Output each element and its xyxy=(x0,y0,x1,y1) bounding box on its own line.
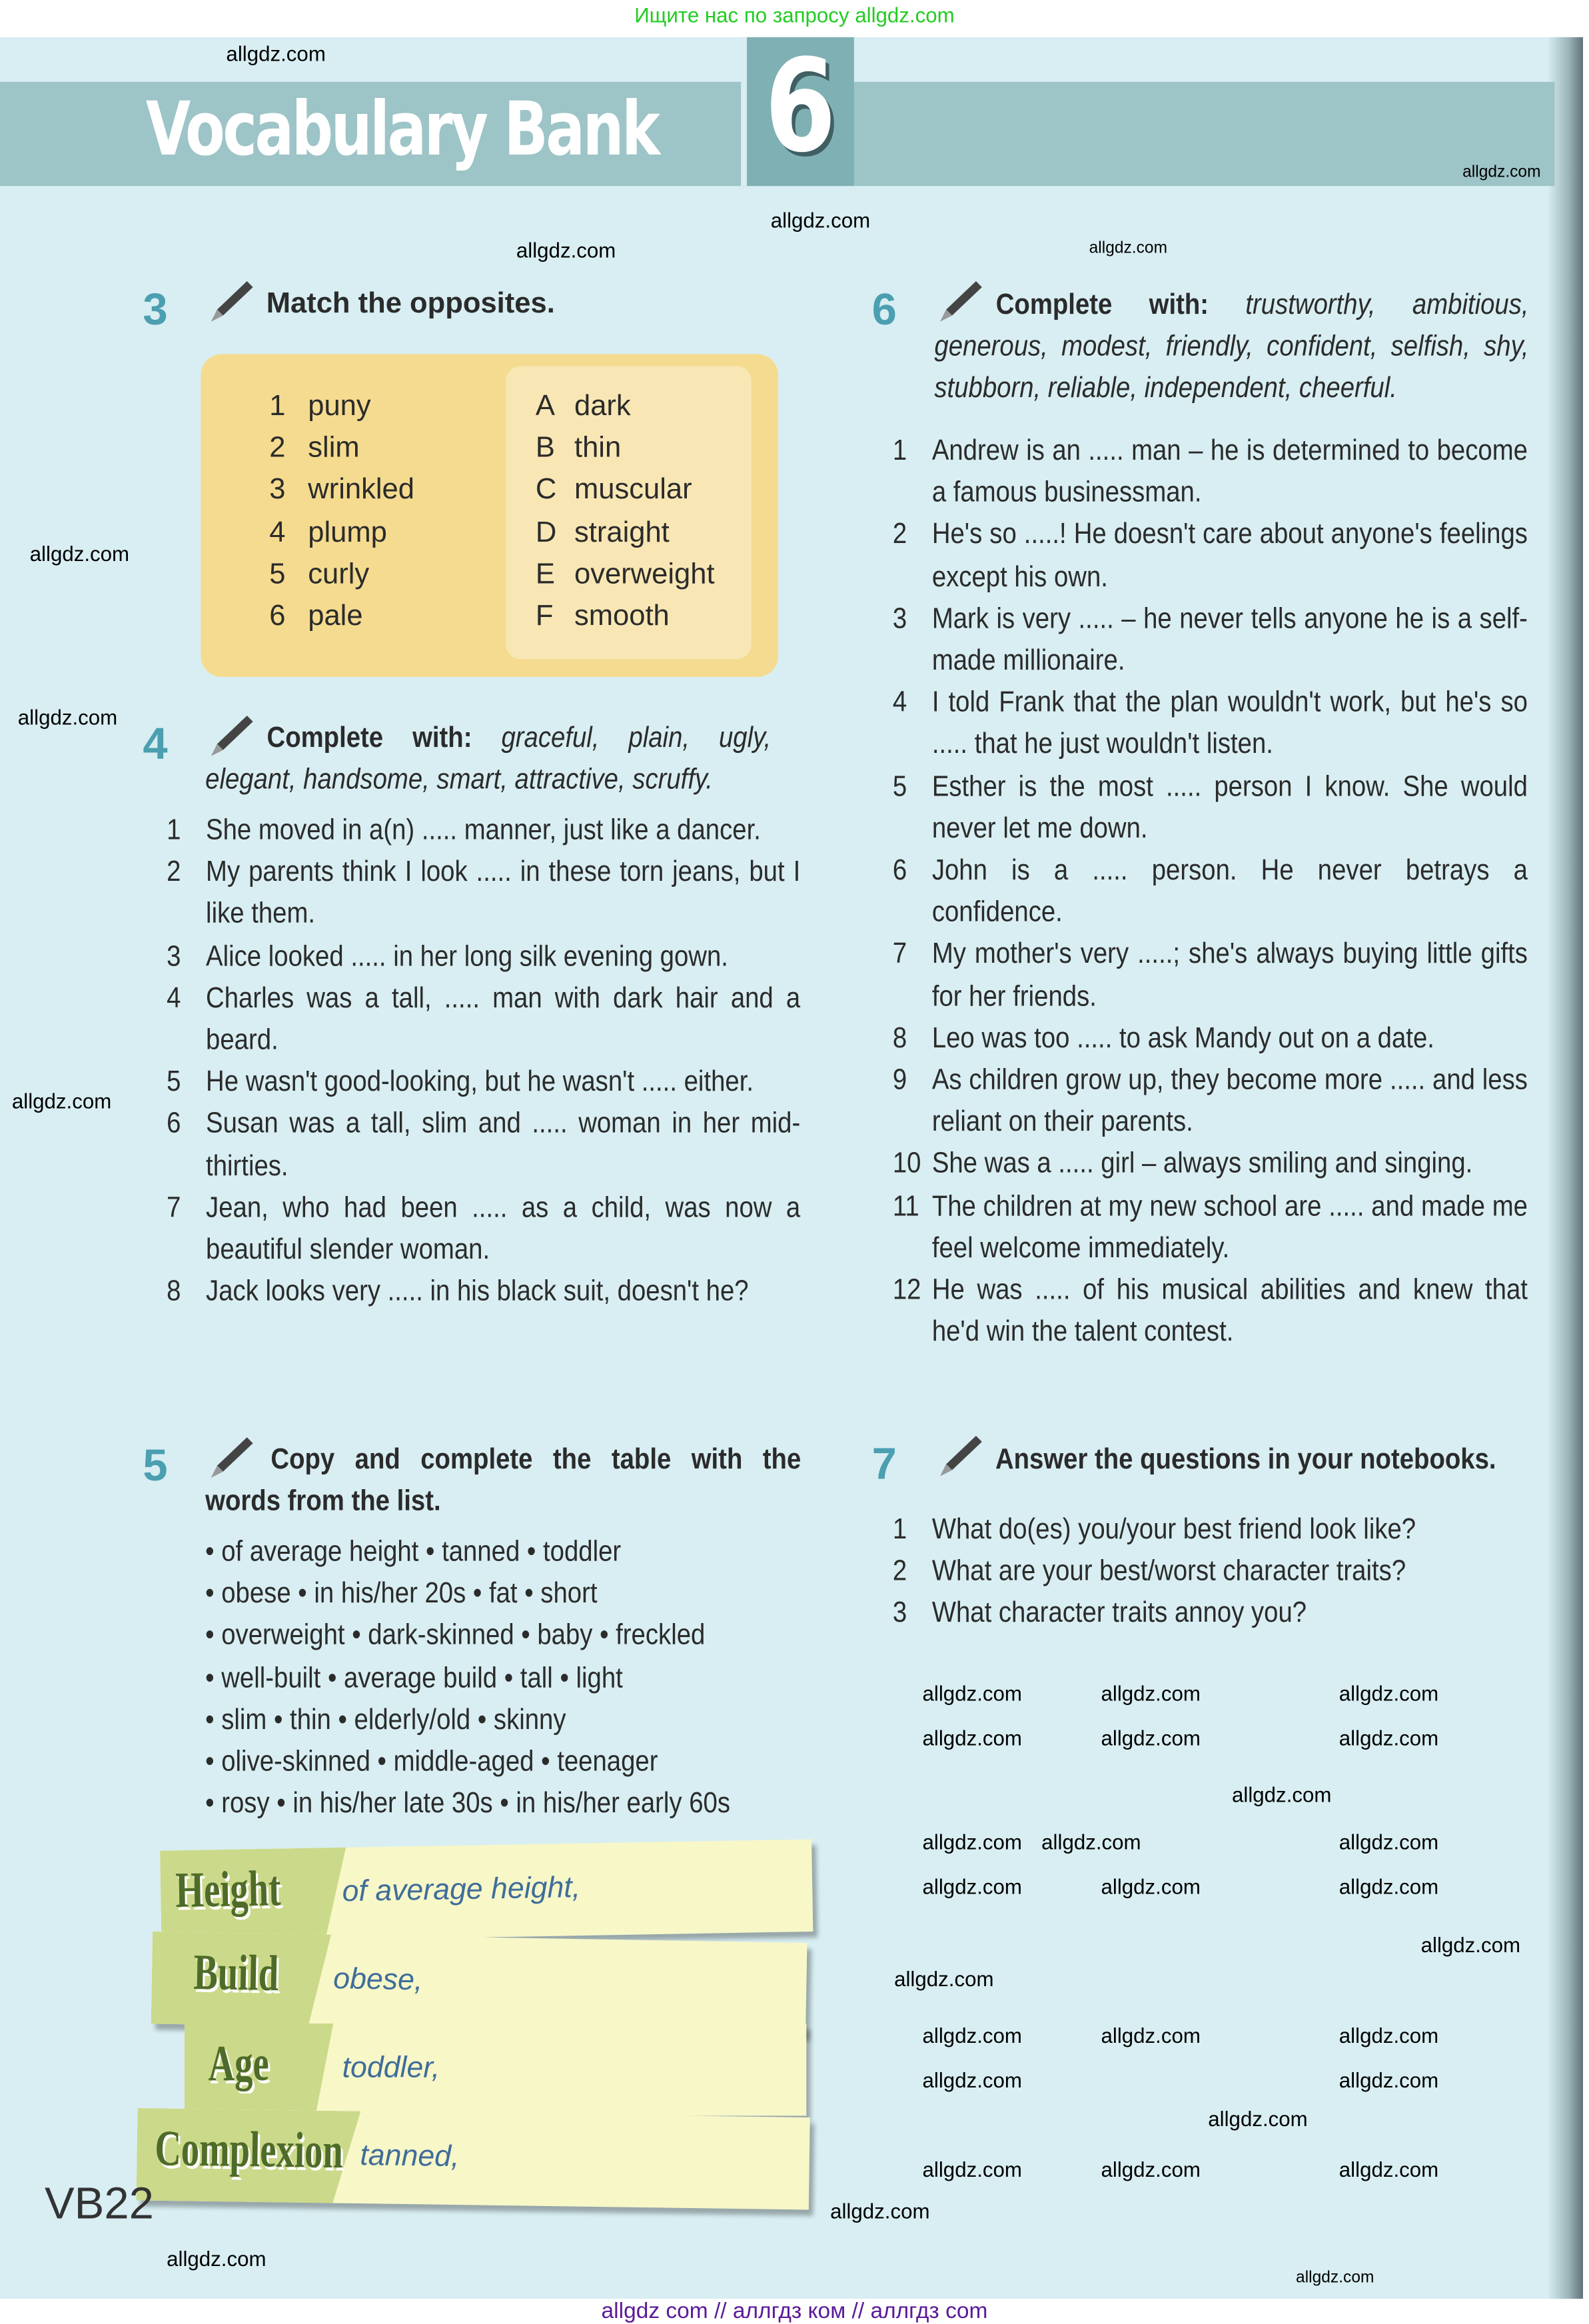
watermark: allgdz.com xyxy=(1101,1681,1201,1706)
watermark: allgdz.com xyxy=(1296,2269,1374,2287)
match-item: D straight xyxy=(535,516,670,549)
table-label: Height xyxy=(175,1862,282,1919)
watermark: allgdz.com xyxy=(1208,2107,1308,2131)
watermark: allgdz.com xyxy=(922,1830,1022,1854)
word-list xyxy=(205,1531,730,1825)
word-list-line: • of average height • tanned • toddler xyxy=(205,1535,622,1568)
list-item: 3 Mark is very ..... – he never tells anyone he is a self-made millionaire. xyxy=(892,602,1528,678)
word-list-line: • rosy • in his/her late 30s • in his/her early 60s xyxy=(205,1787,731,1820)
list-item: 11 The children at my new school are ..... and made me feel welcome immediately. xyxy=(892,1189,1528,1265)
word-list-line: • slim • thin • elderly/old • skinny xyxy=(205,1703,566,1736)
watermark: allgdz.com xyxy=(516,238,616,263)
list-item: 2 He's so .....! He doesn't care about anyone's feelings except his own. xyxy=(892,518,1528,594)
page-number: VB22 xyxy=(44,2179,154,2229)
watermark: allgdz.com xyxy=(922,2157,1022,2181)
exercise-items xyxy=(167,810,800,1313)
watermark: allgdz.com xyxy=(1089,239,1168,258)
list-item: 1 What do(es) you/your best friend look like? xyxy=(892,1513,1416,1546)
match-item: 4 plump xyxy=(269,516,387,549)
table-label: Complexion xyxy=(154,2121,344,2179)
watermark: allgdz.com xyxy=(922,1726,1022,1750)
exercise-items xyxy=(893,1508,1528,1634)
list-item: 4 Charles was a tall, ..... man with dark hair and a beard. xyxy=(167,981,801,1057)
watermark: allgdz.com xyxy=(29,541,130,566)
match-item: 6 pale xyxy=(269,599,363,633)
watermark: allgdz.com xyxy=(17,705,118,730)
list-item: 8 Leo was too ..... to ask Mandy out on a date. xyxy=(892,1021,1434,1055)
match-item: 1 puny xyxy=(269,390,371,423)
watermark: allgdz.com xyxy=(11,1089,112,1113)
table-row-height xyxy=(160,1840,813,1944)
exercise-heading: Copy and complete the table with the words from the list. xyxy=(205,1443,801,1518)
word-list-line: • olive-skinned • middle-aged • teenager xyxy=(205,1745,658,1778)
exercise-heading: Match the opposites. xyxy=(266,287,555,320)
match-item: 5 curly xyxy=(269,557,370,591)
list-item: 5 Esther is the most ..... person I know. She would never let me down. xyxy=(892,770,1528,846)
exercise-number: 7 xyxy=(871,1440,897,1490)
watermark: allgdz.com xyxy=(1338,1830,1439,1854)
watermark: allgdz.com xyxy=(922,1874,1022,1899)
footer-links: allgdz com // аллгдз ком // аллгдз com xyxy=(601,2299,988,2324)
watermark: allgdz.com xyxy=(1338,2068,1439,2092)
watermark: allgdz.com xyxy=(922,2068,1022,2092)
list-item: 2 My parents think I look ..... in these torn jeans, but I like them. xyxy=(167,856,801,931)
list-item: 1 Andrew is an ..... man – he is determined to become a famous businessman. xyxy=(892,434,1528,510)
page-title: Vocabulary Bank xyxy=(145,86,658,173)
word-list-line: • well-built • average build • tall • light xyxy=(205,1661,623,1694)
watermark: allgdz.com xyxy=(830,2199,930,2223)
search-hint: Ищите нас по запросу allgdz.com xyxy=(634,3,955,27)
list-item: 1 She moved in a(n) ..... manner, just like a dancer. xyxy=(167,814,761,847)
list-item: 10 She was a ..... girl – always smiling and singing. xyxy=(892,1147,1473,1181)
list-item: 9 As children grow up, they become more ..... and less reliant on their parents. xyxy=(892,1063,1528,1139)
pencil-icon xyxy=(205,277,256,327)
exercise-number: 3 xyxy=(143,285,168,335)
pencil-icon xyxy=(934,1431,985,1482)
table-value: toddler, xyxy=(342,2051,440,2085)
watermark: allgdz.com xyxy=(1420,1932,1521,1957)
watermark: allgdz.com xyxy=(770,208,871,233)
match-item: C muscular xyxy=(535,474,692,507)
watermark: allgdz.com xyxy=(1462,163,1541,182)
match-item: E overweight xyxy=(535,557,715,591)
list-item: 2 What are your best/worst character traits? xyxy=(892,1555,1406,1588)
match-item: B thin xyxy=(535,432,622,465)
watermark: allgdz.com xyxy=(1232,1782,1332,1806)
list-item: 6 Susan was a tall, slim and ..... woman in her mid-thirties. xyxy=(167,1107,801,1183)
list-item: 6 John is a ..... person. He never betrays a confidence. xyxy=(892,854,1528,929)
list-item: 3 Alice looked ..... in her long silk evening gown. xyxy=(167,939,728,973)
list-item: 8 Jack looks very ..... in his black suit, doesn't he? xyxy=(167,1275,749,1309)
watermark: allgdz.com xyxy=(167,2246,266,2271)
list-item: 5 He wasn't good-looking, but he wasn't ..... either. xyxy=(167,1065,754,1099)
match-item: A dark xyxy=(535,390,631,423)
table-value: tanned, xyxy=(360,2139,460,2174)
watermark: allgdz.com xyxy=(922,1681,1022,1706)
exercise-number: 5 xyxy=(143,1441,168,1491)
watermark: allgdz.com xyxy=(922,2024,1022,2047)
exercise-number: 4 xyxy=(143,720,168,770)
watermark: allgdz.com xyxy=(226,41,326,66)
list-item: 3 What character traits annoy you? xyxy=(892,1597,1307,1630)
watermark: allgdz.com xyxy=(1338,1874,1439,1899)
exercise-items xyxy=(893,430,1528,1353)
watermark: allgdz.com xyxy=(1338,2157,1439,2181)
table-label: Age xyxy=(208,2037,269,2092)
table-value: obese, xyxy=(332,1963,423,1998)
exercise-heading: Complete with: graceful, plain, ugly, elegant, handsome, smart, attractive, scruffy. xyxy=(205,722,772,796)
list-item: 7 My mother's very .....; she's always buying little gifts for her friends. xyxy=(892,937,1528,1013)
exercise-number: 6 xyxy=(871,285,897,335)
list-item: 12 He was ..... of his musical abilities and knew that he'd win the talent contest. xyxy=(892,1273,1528,1349)
list-item: 4 I told Frank that the plan wouldn't work, but he's so ..... that he just wouldn't listen. xyxy=(892,686,1528,762)
watermark: allgdz.com xyxy=(1338,1681,1439,1706)
table-label: Build xyxy=(193,1946,279,2002)
exercise-heading: Answer the questions in your notebooks. xyxy=(995,1443,1496,1476)
word-list-line: • obese • in his/her 20s • fat • short xyxy=(205,1577,598,1610)
word-list-line: • overweight • dark-skinned • baby • freckled xyxy=(205,1619,706,1652)
watermark: allgdz.com xyxy=(1041,1830,1141,1854)
table-value: of average height, xyxy=(342,1872,581,1909)
watermark: allgdz.com xyxy=(1338,2024,1439,2047)
table-row-complexion xyxy=(137,2108,810,2210)
watermark: allgdz.com xyxy=(1101,2157,1201,2181)
watermark: allgdz.com xyxy=(1101,1874,1201,1899)
match-right-column xyxy=(536,385,715,637)
watermark: allgdz.com xyxy=(1338,1726,1439,1750)
match-item: F smooth xyxy=(535,599,670,633)
table-row-age xyxy=(185,2024,806,2115)
watermark: allgdz.com xyxy=(894,1967,994,1991)
match-left-column xyxy=(269,385,414,637)
table-row-build xyxy=(151,1932,807,2035)
watermark: allgdz.com xyxy=(1101,2024,1201,2047)
match-item: 3 wrinkled xyxy=(269,474,414,507)
list-item: 7 Jean, who had been ..... as a child, was now a beautiful slender woman. xyxy=(167,1191,801,1267)
watermark: allgdz.com xyxy=(1101,1726,1201,1750)
match-item: 2 slim xyxy=(269,432,360,465)
exercise-heading: Complete with: trustworthy, ambitious, generous, modest, friendly, confident, selfish, shy, stubborn, reliable, independent, cheerful. xyxy=(934,289,1529,405)
page-binding-shadow xyxy=(1547,37,1583,2299)
unit-number: 6 xyxy=(764,33,836,182)
